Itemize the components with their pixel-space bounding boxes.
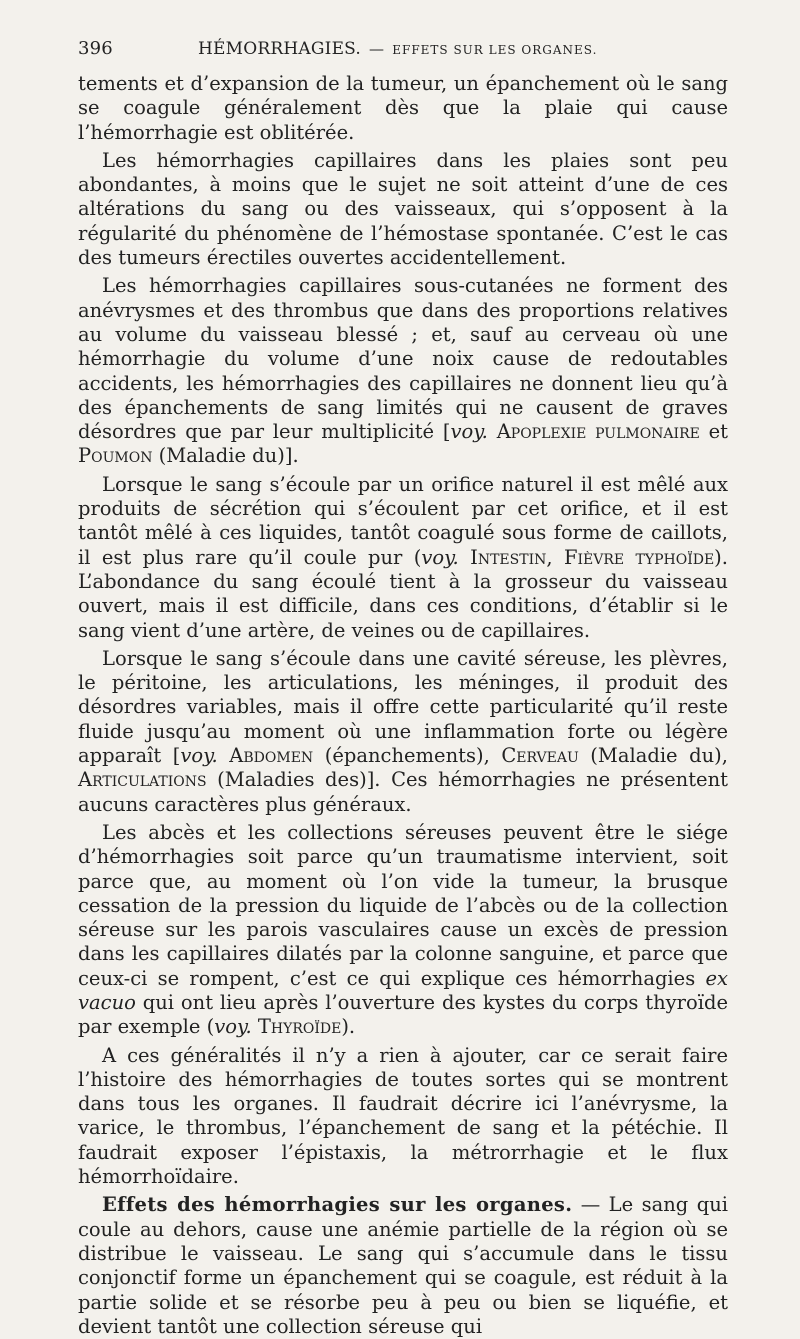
paragraph-3 <box>78 274 728 468</box>
paragraph-2: Les hémorrhagies capillaires dans les plaies sont peu abondantes, à moins que le sujet ne soit atteint d’une de ces altérations du sang ou des vaisseaux, qui s’opposent à la régularité du phénomène de l’hémostase spontanée. C’est le cas des tumeurs érectiles ouvertes accidentellement. <box>78 148 728 270</box>
voy-ref: voy. <box>450 420 488 444</box>
paragraph-3-text-2: et <box>699 420 729 444</box>
section-heading: Effets des hémorrhagies sur les organes. <box>102 1193 573 1217</box>
paragraph-8-text: — Le sang qui coule au dehors, cause une anémie partielle de la région où se distribue le vaisseau. Le sang qui s’accumule dans le tissu conjonctif forme un épanchement qui se coagule, est réduit à la partie solide et se résorbe peu à peu ou bien se liquéfie, et devient tantôt une collection séreuse qui <box>78 1193 728 1338</box>
cross-reference: Fièvre typhoïde <box>563 545 715 569</box>
paragraph-6-text-3: ). <box>341 1015 356 1039</box>
voy-ref: voy. <box>214 1015 252 1039</box>
paragraph-6-text-2: qui ont lieu après l’ouverture des kystes du corps thyroïde par exemple ( <box>78 990 728 1039</box>
cross-reference: Thyroïde <box>257 1015 342 1039</box>
running-subtitle: EFFETS SUR LES ORGANES. <box>392 43 598 57</box>
paragraph-4 <box>78 473 728 643</box>
cross-reference: Cerveau <box>501 744 579 768</box>
paragraph-3-text-3: (Maladie du)]. <box>152 444 299 468</box>
paragraph-3-text: Les hémorrhagies capillaires sous-cutanées ne forment des anévrysmes et des thrombus que dans des proportions relatives au volume du vaisseau blessé ; et, sauf au cerveau où une hémorrhagie du volume d’une noix cause de redoutables accidents, les hémorrhagies des capillaires ne donnent lieu qu’à des épanchements de sang limités qui ne causent de graves désordres que par leur multiplicité [ <box>78 274 728 444</box>
paragraph-6 <box>78 821 728 1040</box>
paragraph-5-text-4: (Maladies des)]. Ces hémorrhagies ne présentent aucuns caractères plus généraux. <box>78 768 728 816</box>
voy-ref: voy. <box>421 545 459 569</box>
running-dash: — <box>369 40 385 58</box>
paragraph-4-text-2: ). L’abondance du sang écoulé tient à la grosseur du vaisseau ouvert, mais il est difficile, dans ces conditions, d’établir si le sang vient d’une artère, de veines ou de capillaires. <box>78 545 728 642</box>
page-number: 396 <box>78 38 113 59</box>
paragraph-8 <box>78 1193 728 1339</box>
paragraph-6-text: Les abcès et les collections séreuses peuvent être le siége d’hémorrhagies soit parce qu’un traumatisme intervient, soit parce que, au moment où l’on vide la tumeur, la brusque cessation de la pression du liquide de l’abcès ou de la collection séreuse sur les parois vasculaires cause un excès de pression dans les capillaires dilatés par la colonne sanguine, et parce que ceux-ci se rompent, c’est ce qui explique ces hémorrhagies <box>78 820 728 990</box>
paragraph-4-sep: , <box>546 545 564 569</box>
paragraph-5-text-2: (épanchements), <box>313 744 502 768</box>
paragraph-4-text: Lorsque le sang s’écoule par un orifice naturel il est mêlé aux produits de sécrétion qui s’écoulent par cet orifice, et il est tantôt mêlé à ces liquides, tantôt coagulé sous forme de caillots, il est plus rare qu’il coule pur ( <box>78 472 728 569</box>
running-head <box>78 38 728 72</box>
voy-ref: voy. <box>180 744 218 768</box>
cross-reference: Intestin <box>470 545 547 569</box>
paragraph-5 <box>78 647 728 817</box>
paragraph-1: tements et d’expansion de la tumeur, un épanchement où le sang se coagule généralement dès que la plaie qui cause l’hémorrhagie est oblitérée. <box>78 72 728 144</box>
cross-reference: Poumon <box>78 444 153 468</box>
paragraph-5-text-3: (Maladie du), <box>578 744 728 768</box>
running-title: HÉMORRHAGIES. <box>198 39 362 59</box>
cross-reference: Abdomen <box>229 744 314 768</box>
cross-reference: Articulations <box>78 768 207 792</box>
paragraph-5-text: Lorsque le sang s’écoule dans une cavité séreuse, les plèvres, le péritoine, les articulations, les méninges, il produit des désordres variables, mais il offre cette particularité qu’il reste fluide jusqu’au moment où une inflammation forte ou légère apparaît [ <box>78 646 728 768</box>
cross-reference: Apoplexie pulmonaire <box>496 420 700 444</box>
latin-phrase: ex vacuo <box>78 966 728 1014</box>
paragraph-7: A ces généralités il n’y a rien à ajouter, car ce serait faire l’histoire des hémorrhagies de toutes sortes qui se montrent dans tous les organes. Il faudrait décrire ici l’anévrysme, la varice, le thrombus, l’épanchement de sang et la pétéchie. Il faudrait exposer l’épistaxis, la métrorrhagie et le flux hémorrhoïdaire. <box>78 1043 728 1189</box>
body-text <box>78 72 728 1339</box>
